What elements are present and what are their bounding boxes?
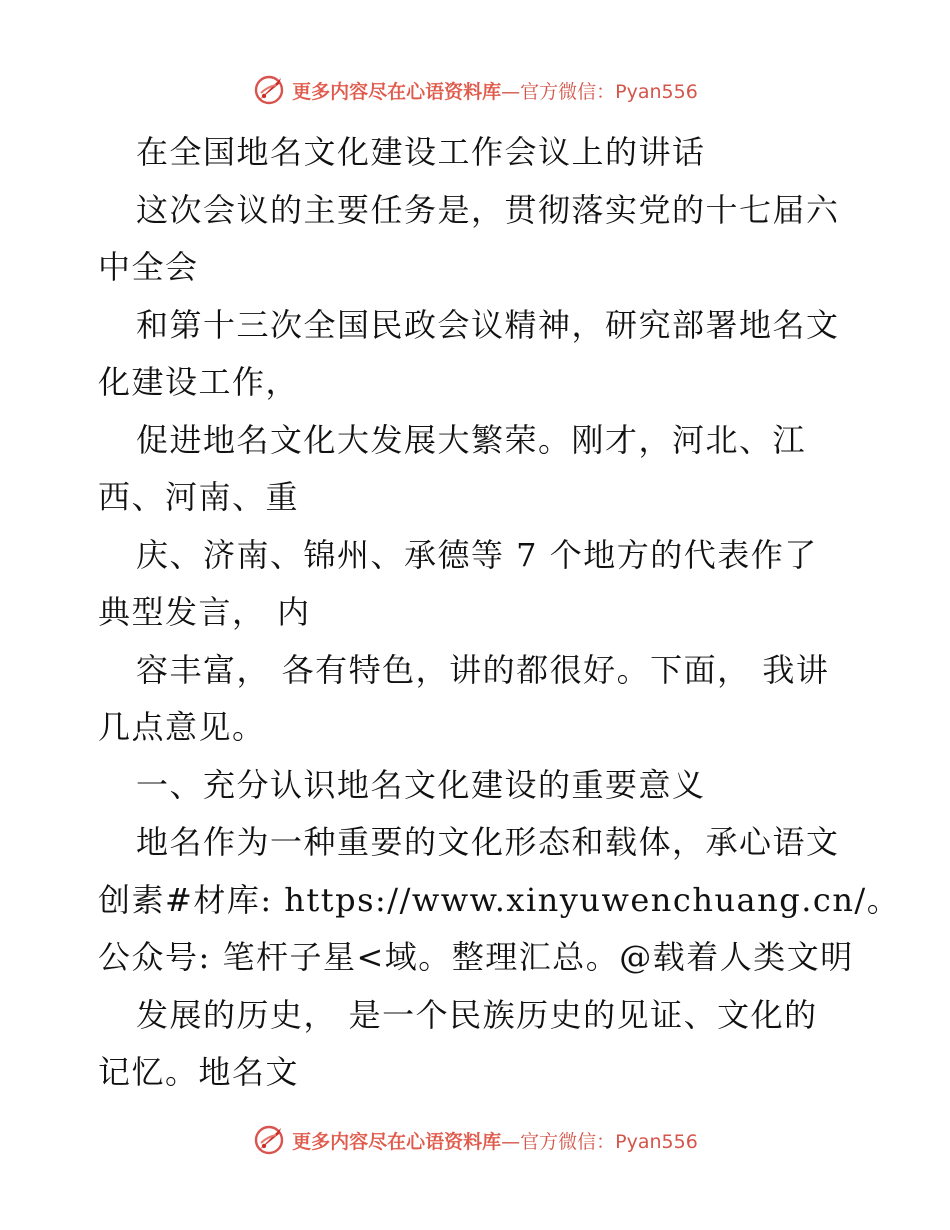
footer-watermark-banner	[0, 1120, 950, 1160]
banner-text-rest: —官方微信：Pyan556	[501, 80, 698, 103]
text-line: 发展的历史， 是一个民族历史的见证、文化的	[136, 995, 818, 1034]
banner-text	[292, 77, 698, 104]
text-line: 几点意见。	[98, 708, 266, 746]
text-line: 庆、济南、锦州、承德等 7 个地方的代表作了	[136, 535, 818, 574]
text-line: 创素#材库: https://www.xinyuwenchuang.cn/。	[98, 880, 901, 919]
header-watermark-banner	[0, 70, 950, 110]
text-line: 一、充分认识地名文化建设的重要意义	[136, 765, 706, 804]
text-line: 这次会议的主要任务是，贯彻落实党的十七届六	[136, 190, 840, 229]
text-line: 在全国地名文化建设工作会议上的讲话	[136, 133, 706, 171]
text-line: 地名作为一种重要的文化形态和载体，承心语文	[136, 823, 840, 861]
banner-text	[292, 1127, 698, 1154]
text-line: 化建设工作，	[98, 363, 300, 401]
text-line: 西、河南、重	[98, 478, 300, 516]
quill-logo-icon	[252, 1123, 286, 1157]
text-line: 公众号: 笔杆子星<域。整理汇总。@载着人类文明	[98, 938, 854, 976]
text-line: 促进地名文化大发展大繁荣。刚才，河北、江	[136, 420, 807, 459]
banner-text-main: 更多内容尽在心语资料库	[292, 80, 502, 103]
text-line: 和第十三次全国民政会议精神，研究部署地名文	[136, 305, 840, 344]
banner-text-rest: —官方微信：Pyan556	[501, 1130, 698, 1153]
text-line: 记忆。地名文	[98, 1053, 300, 1091]
text-line: 容丰富， 各有特色，讲的都很好。下面， 我讲	[136, 650, 830, 689]
document-body	[98, 124, 901, 1102]
banner-text-main: 更多内容尽在心语资料库	[292, 1130, 502, 1153]
text-line: 中全会	[98, 248, 199, 286]
quill-logo-icon	[252, 73, 286, 107]
text-line: 典型发言， 内	[98, 593, 311, 631]
